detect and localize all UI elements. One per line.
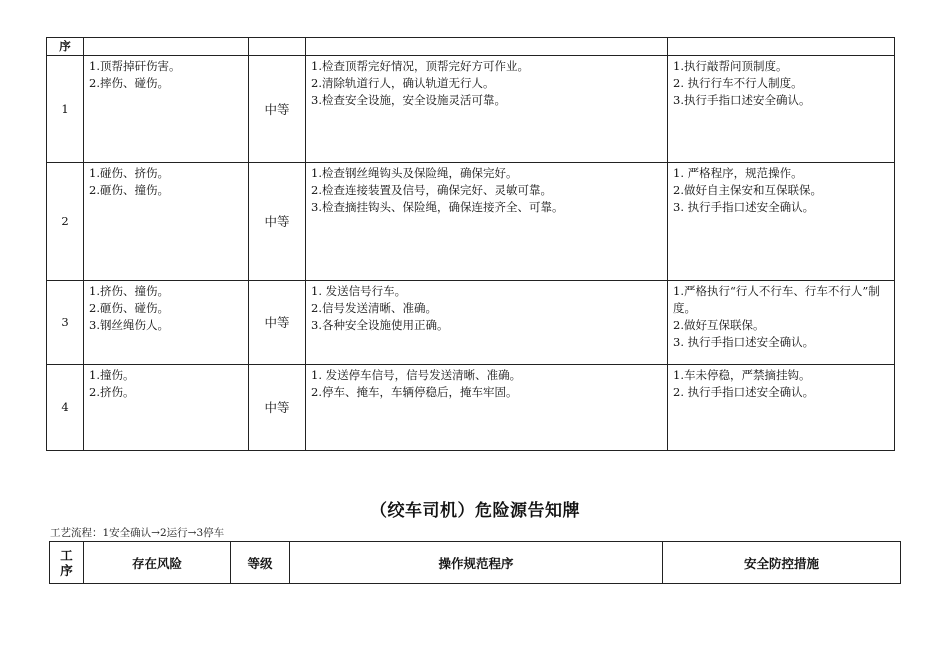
row-number: 1 [47, 56, 84, 163]
level-header-cell: 等级 [231, 542, 290, 584]
risk-cell [84, 56, 249, 163]
procedure-item: 1. 发送停车信号，信号发送清晰、准确。 [311, 368, 522, 382]
risk-item: 2.砸伤、碰伤。 [89, 301, 169, 315]
procedure-header-cell: 操作规范程序 [290, 542, 663, 584]
risk-item: 2.挤伤。 [89, 385, 135, 399]
risk-item: 2.砸伤、撞伤。 [89, 183, 169, 197]
process-flow: 工艺流程：1安全确认→2运行→3停车 [50, 527, 225, 539]
risk-item: 2.摔伤、碰伤。 [89, 76, 169, 90]
risk-item: 1.顶帮掉矸伤害。 [89, 59, 181, 73]
risk-header-cell: 存在风险 [84, 542, 231, 584]
measure-item: 2. 执行手指口述安全确认。 [673, 385, 815, 399]
risk-item: 1.撞伤。 [89, 368, 135, 382]
procedure-item: 3.检查安全设施，安全设施灵活可靠。 [311, 93, 506, 107]
risk-item: 3.钢丝绳伤人。 [89, 318, 169, 332]
measure-item: 1.车未停稳，严禁摘挂钩。 [673, 368, 811, 382]
measure-item: 1. 严格程序，规范操作。 [673, 166, 803, 180]
row-number: 2 [47, 163, 84, 281]
procedure-cell [306, 56, 668, 163]
header-table [49, 541, 901, 584]
risk-item: 1.挤伤、撞伤。 [89, 284, 169, 298]
measure-item: 1.执行敲帮问顶制度。 [673, 59, 788, 73]
procedure-cell [306, 163, 668, 281]
risk-item: 1.碰伤、挤伤。 [89, 166, 169, 180]
measure-cell [668, 56, 895, 163]
procedure-item: 3.各种安全设施使用正确。 [311, 318, 449, 332]
procedure-item: 2.检查连接装置及信号，确保完好、灵敏可靠。 [311, 183, 552, 197]
seq-header-cell: 工 序 [50, 542, 84, 584]
table-header-row [50, 542, 901, 584]
procedure-item: 2.停车、掩车，车辆停稳后，掩车牢固。 [311, 385, 518, 399]
measure-header-cell: 安全防控措施 [663, 542, 901, 584]
measure-item: 3. 执行手指口述安全确认。 [673, 200, 815, 214]
measure-item: 1.严格执行“行人不行车、行车不行人”制度。 [673, 284, 880, 315]
table-row [47, 56, 895, 163]
measure-item: 2.做好互保联保。 [673, 318, 765, 332]
risk-table [46, 37, 895, 451]
measure-cell [668, 365, 895, 451]
measure-item: 3.执行手指口述安全确认。 [673, 93, 811, 107]
table-header-row [47, 38, 895, 56]
measure-cell [668, 281, 895, 365]
level-cell: 中等 [249, 56, 306, 163]
table-row [47, 163, 895, 281]
level-cell: 中等 [249, 163, 306, 281]
procedure-item: 2.信号发送清晰、准确。 [311, 301, 437, 315]
procedure-item: 2.清除轨道行人，确认轨道无行人。 [311, 76, 495, 90]
table-row [47, 281, 895, 365]
procedure-item: 1.检查钢丝绳钩头及保险绳，确保完好。 [311, 166, 518, 180]
risk-cell [84, 365, 249, 451]
procedure-cell [306, 281, 668, 365]
procedure-cell [306, 365, 668, 451]
procedure-item: 1.检查顶帮完好情况，顶帮完好方可作业。 [311, 59, 529, 73]
measure-item: 3. 执行手指口述安全确认。 [673, 335, 815, 349]
level-cell: 中等 [249, 365, 306, 451]
seq-header-cell: 序 [47, 38, 84, 56]
measure-cell [668, 163, 895, 281]
document-title: （绞车司机）危险源告知牌 [370, 501, 580, 521]
procedure-item: 3.检查摘挂钩头、保险绳，确保连接齐全、可靠。 [311, 200, 564, 214]
procedure-item: 1. 发送信号行车。 [311, 284, 407, 298]
table-row [47, 365, 895, 451]
risk-cell [84, 163, 249, 281]
measure-item: 2.做好自主保安和互保联保。 [673, 183, 822, 197]
row-number: 4 [47, 365, 84, 451]
risk-cell [84, 281, 249, 365]
level-cell: 中等 [249, 281, 306, 365]
row-number: 3 [47, 281, 84, 365]
measure-item: 2. 执行行车不行人制度。 [673, 76, 803, 90]
